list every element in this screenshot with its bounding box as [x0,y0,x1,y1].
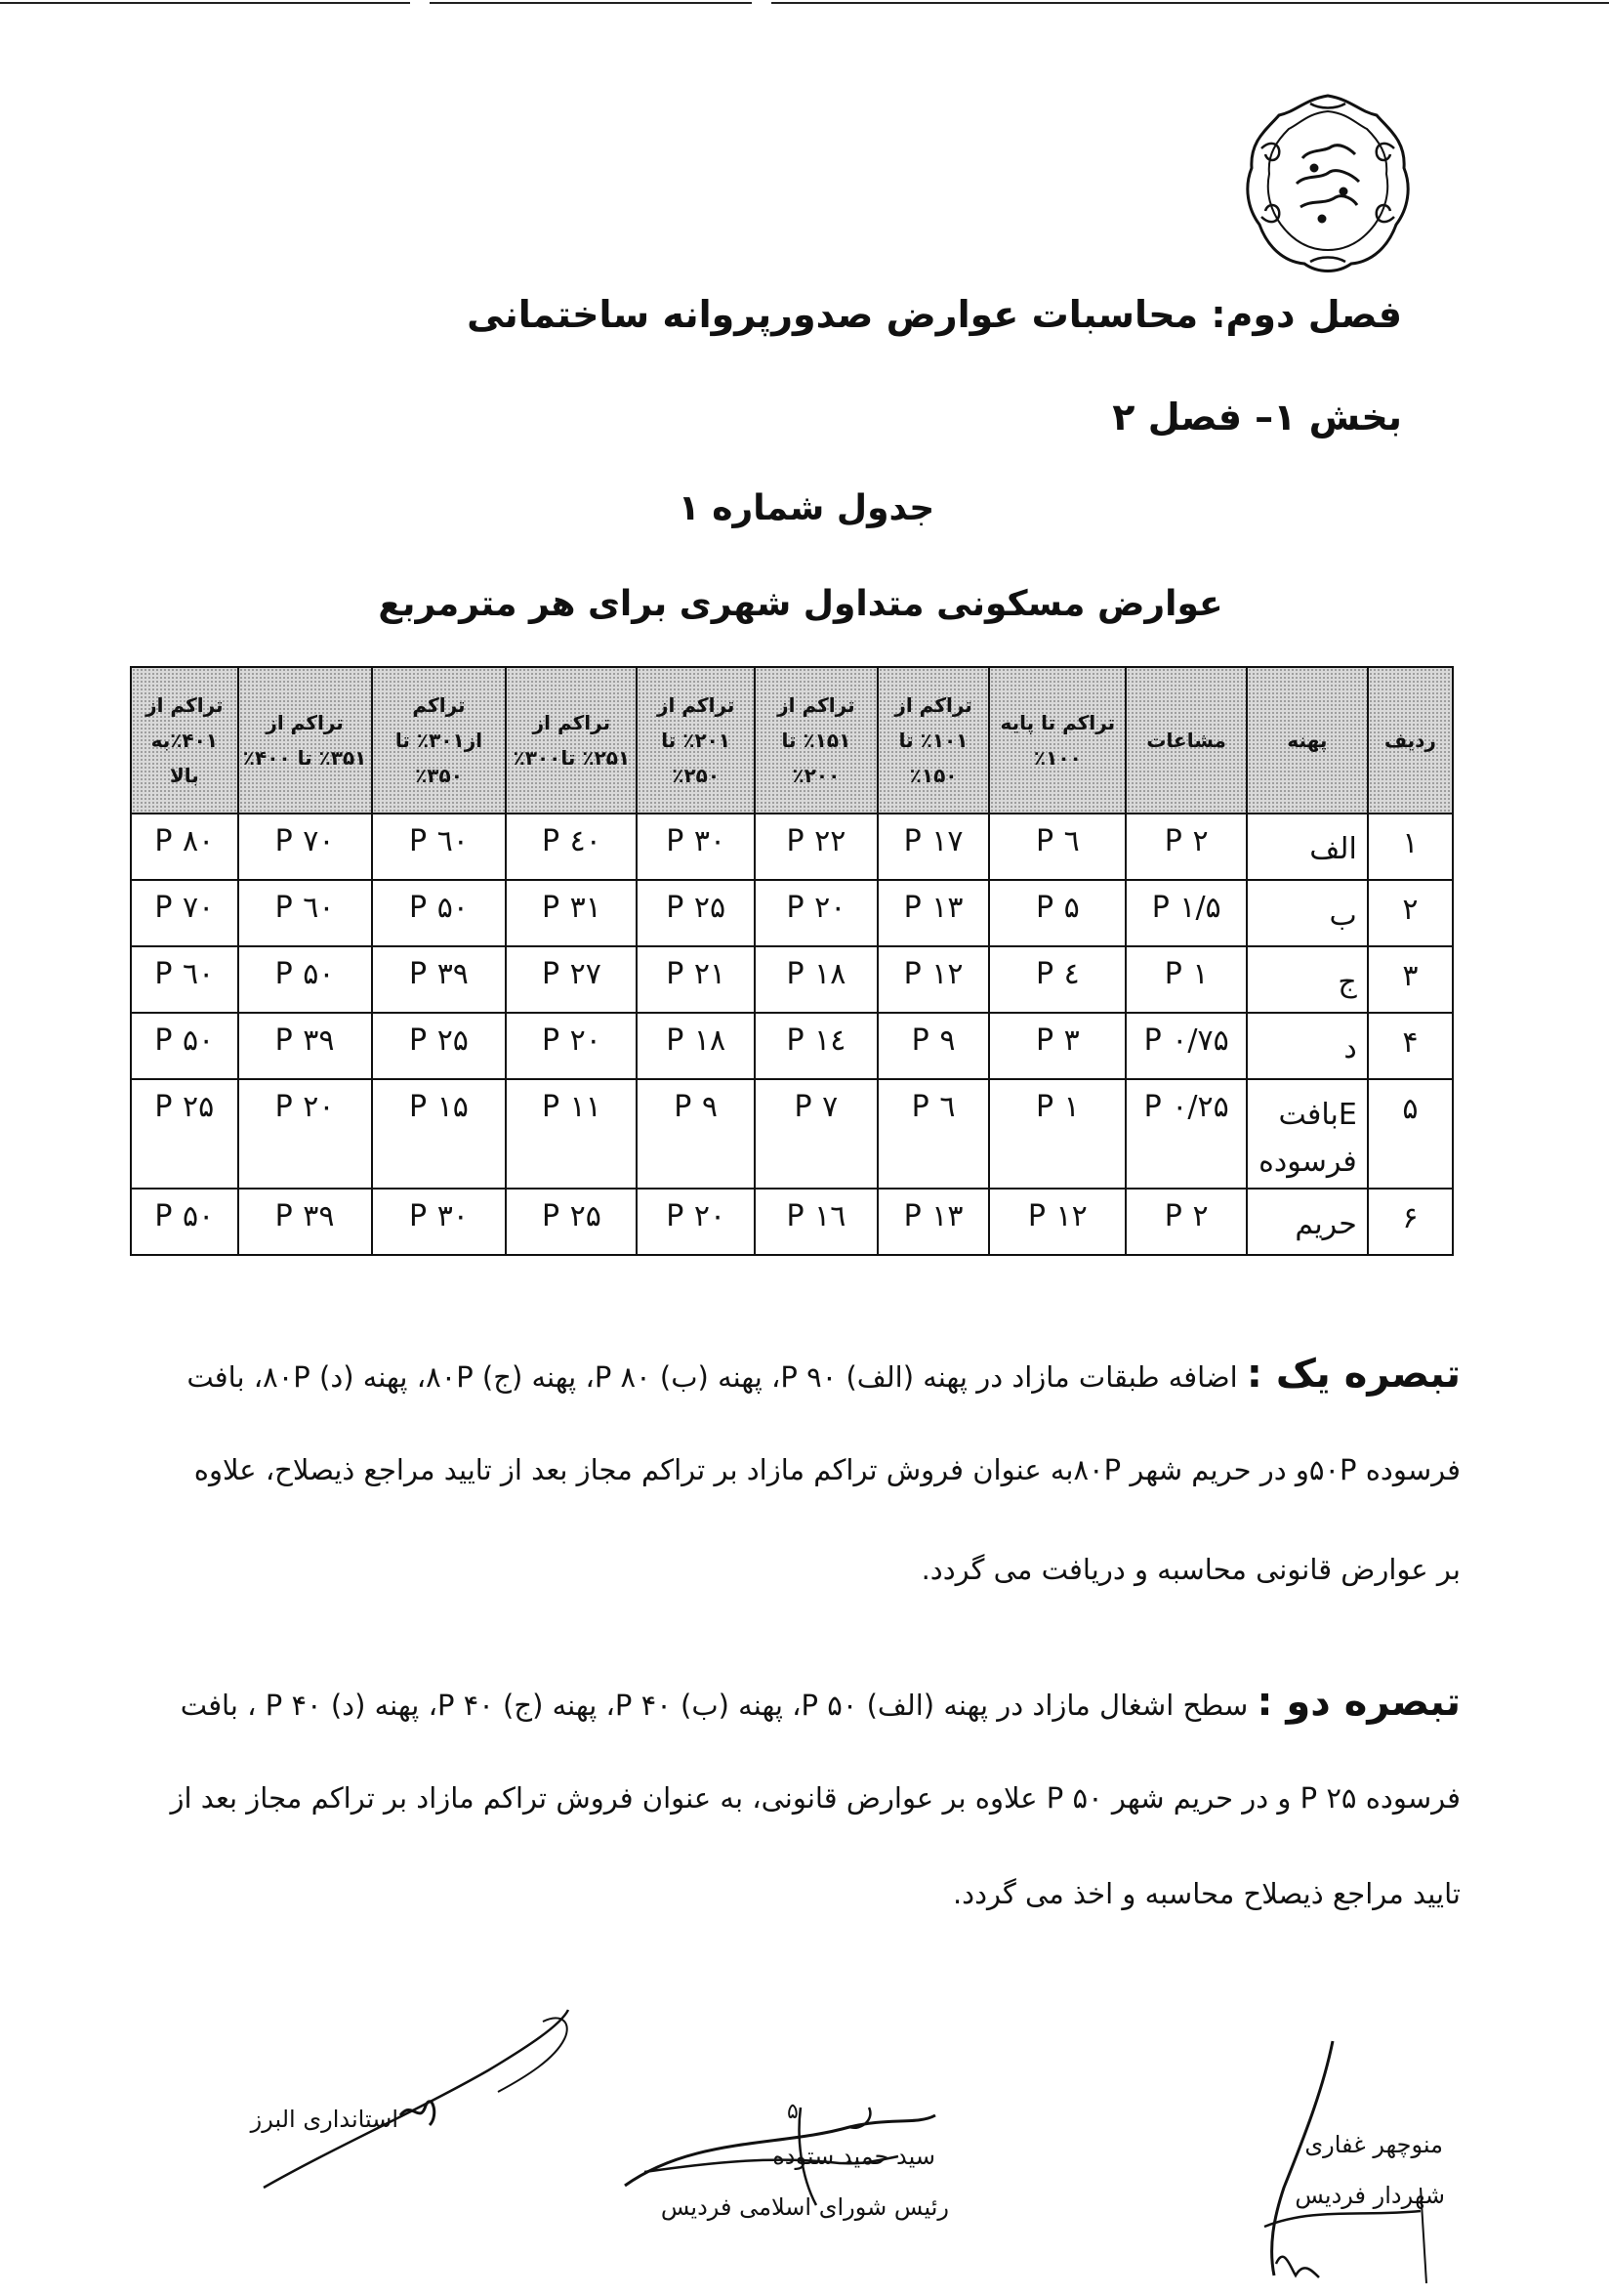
header-density-251-300: تراکم از ۲۵۱٪ تا۳۰۰٪ [506,667,637,814]
table-cell: ۲۰ P [506,1013,637,1079]
note-2-line-1: تبصره دو : سطح اشغال مازاد در پهنه (الف) ۵۰ P، پهنه (ب) ۴۰ P، پهنه (ج) ۴۰ P، پهنه (د) ۴۰ P ، بافت [180,1680,1461,1725]
table-cell: ۳۹ P [238,1013,372,1079]
header-row-number: ردیف [1368,667,1453,814]
table-cell: ۳۰ P [637,814,755,880]
table-caption: عوارض مسکونی متداول شهری برای هر مترمربع [378,584,1223,624]
municipality-seal-logo [1242,90,1414,275]
table-cell: ۵۰ P [238,946,372,1013]
table-cell: ۰/۷۵ P [1126,1013,1247,1079]
zone-name: ج [1247,946,1368,1013]
header-density-401-up: تراکم از ۴۰۱٪به بالا [131,667,238,814]
header-density-base: تراکم تا پایه ۱۰۰٪ [989,667,1126,814]
header-density-201-250: تراکم از ۲۰۱٪ تا ۲۵۰٪ [637,667,755,814]
table-cell: ٤۰ P [506,814,637,880]
mayor-signature [1225,2031,1450,2287]
note-1-label: تبصره یک : [1246,1352,1461,1397]
table-cell: ۲۰ P [637,1189,755,1255]
table-cell: ۹ P [878,1013,990,1079]
table-cell: ۷۰ P [131,880,238,946]
table-cell: ۰/۲۵ P [1126,1079,1247,1189]
header-density-351-400: تراکم از ۳۵۱٪ تا ۴۰۰٪ [238,667,372,814]
row-number: ۵ [1368,1079,1453,1189]
council-head-name: سید حمید ستوده [772,2143,935,2170]
row-number: ۳ [1368,946,1453,1013]
table-header-row [131,667,1453,814]
note-1-line-3: بر عوارض قانونی محاسبه و دریافت می گردد. [921,1553,1461,1586]
table-cell: ۲۷ P [506,946,637,1013]
table-cell: ۲ P [1126,814,1247,880]
table-cell: ۳ P [989,1013,1126,1079]
table-cell: ۵۰ P [131,1013,238,1079]
zone-name: ب [1247,880,1368,946]
zone-name: د [1247,1013,1368,1079]
council-head-title: رئیس شورای اسلامی فردیس [660,2193,949,2221]
table-row [131,1079,1453,1189]
note-2-label: تبصره دو : [1257,1680,1461,1725]
table-cell: ۱۱ P [506,1079,637,1189]
table-cell: ٤ P [989,946,1126,1013]
row-number: ۶ [1368,1189,1453,1255]
table-row [131,946,1453,1013]
table-row [131,814,1453,880]
table-cell: ۲ P [1126,1189,1247,1255]
table-cell: ۲۵ P [372,1013,507,1079]
mayor-name: منوچهر غفاری [1304,2131,1443,2158]
note-1-line-2: فرسوده ۵۰Pو در حریم شهر ۸۰Pبه عنوان فروش تراکم مازاد بر تراکم مجاز بعد از تایید مراجع ذیصلاح، علاوه [193,1453,1461,1486]
table-cell: ۵ P [989,880,1126,946]
table-cell: ۱٦ P [755,1189,878,1255]
table-cell: ٦۰ P [238,880,372,946]
table-cell: ۲۵ P [506,1189,637,1255]
section-title: بخش ۱– فصل ۲ [1112,396,1402,438]
table-cell: ۲۵ P [131,1079,238,1189]
scan-top-edge [0,0,1609,8]
governorate-signature [254,2002,576,2197]
row-number: ۴ [1368,1013,1453,1079]
table-cell: ٦۰ P [131,946,238,1013]
page-number: ۵ [787,2100,799,2124]
note-2-line-2: فرسوده ۲۵ P و در حریم شهر ۵۰ P علاوه بر عوارض قانونی، به عنوان فروش تراکم مازاد بر تراکم مجاز بعد از [170,1781,1461,1815]
table-cell: ۳۰ P [372,1189,507,1255]
header-zone: پهنه [1247,667,1368,814]
zone-name: الف [1247,814,1368,880]
table-cell: ٦۰ P [372,814,507,880]
table-cell: ۵۰ P [372,880,507,946]
table-cell: ٦ P [989,814,1126,880]
header-density-151-200: تراکم از ۱۵۱٪ تا ۲۰۰٪ [755,667,878,814]
table-cell: ۱۳ P [878,880,990,946]
table-cell: ۱۸ P [637,1013,755,1079]
table-cell: ۲۱ P [637,946,755,1013]
fees-table [130,666,1454,1256]
table-cell: ۲۰ P [238,1079,372,1189]
table-cell: ۱/۵ P [1126,880,1247,946]
table-cell: ۷ P [755,1079,878,1189]
council-signature [605,2068,957,2215]
table-cell: ۹ P [637,1079,755,1189]
table-cell: ۵۰ P [131,1189,238,1255]
table-cell: ۱۲ P [878,946,990,1013]
table-cell: ۱۷ P [878,814,990,880]
row-number: ۲ [1368,880,1453,946]
table-cell: ۱ P [1126,946,1247,1013]
table-cell: ۱۵ P [372,1079,507,1189]
table-cell: ۱۲ P [989,1189,1126,1255]
table-row [131,1189,1453,1255]
table-number: جدول شماره ۱ [678,488,935,528]
table-cell: ۱۸ P [755,946,878,1013]
header-common-areas: مشاعات [1126,667,1247,814]
table-cell: ۲۲ P [755,814,878,880]
table-cell: ۳۹ P [372,946,507,1013]
table-cell: ۱۳ P [878,1189,990,1255]
table-cell: ۷۰ P [238,814,372,880]
mayor-title: شهردار فردیس [1295,2182,1445,2209]
chapter-title: فصل دوم: محاسبات عوارض صدورپروانه ساختمانی [467,293,1402,336]
note-1-line-1: تبصره یک : اضافه طبقات مازاد در پهنه (الف) ۹۰ P، پهنه (ب) ۸۰ P، پهنه (ج) ۸۰P، پهنه (د) ۸۰P، بافت [186,1352,1461,1397]
table-cell: ۸۰ P [131,814,238,880]
row-number: ۱ [1368,814,1453,880]
table-cell: ۲۵ P [637,880,755,946]
governorate-title: استانداری البرز [250,2106,398,2133]
table-cell: ۱ P [989,1079,1126,1189]
table-cell: ۳۹ P [238,1189,372,1255]
table-cell: ۱٤ P [755,1013,878,1079]
header-density-301-350: تراکم از۳۰۱٪ تا ۳۵۰٪ [372,667,507,814]
table-row [131,1013,1453,1079]
note-2-line-3: تایید مراجع ذیصلاح محاسبه و اخذ می گردد. [952,1877,1461,1910]
zone-name: حریم [1247,1189,1368,1255]
zone-name: Eبافت فرسوده [1247,1079,1368,1189]
table-cell: ۲۰ P [755,880,878,946]
table-cell: ۳۱ P [506,880,637,946]
header-density-101-150: تراکم از ۱۰۱٪ تا ۱۵۰٪ [878,667,990,814]
table-cell: ٦ P [878,1079,990,1189]
table-row [131,880,1453,946]
